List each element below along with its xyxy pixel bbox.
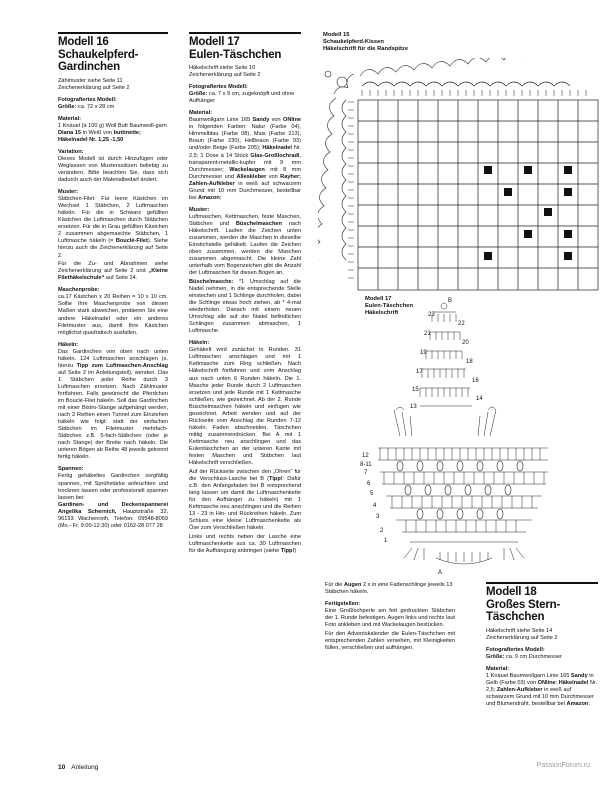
blocking-text: Fertig gehäkeltes Gardinchen sorgfältig spannen, mit Sprühstärke anfeuchten und trocknen lassen oder professionell spannen lassen bei: <box>58 473 168 501</box>
model-18-subtitle-1: Großes Stern- <box>486 598 561 611</box>
round-num: 5 <box>370 491 374 497</box>
m17-size-value: ca. 7 x 9 cm, zugeknöpft und ohne Aufhänger <box>189 91 295 105</box>
model-16-title: Modell 16 <box>58 36 109 48</box>
gauge-heading: Maschenprobe: <box>58 287 100 294</box>
round-num: 1 <box>384 538 388 544</box>
m18-material-text: 1 Knäuel Baumwollgarn Linie 165 Sandy in Gelb (Farbe 03) von ONline; Häkelnadel Nr. 2,5; Zahlen-Aufkleber in weiß auf schwarzem Grund mit 10 mm Durchmesser und Blumendraht, bestellbar bei Amazon; <box>486 672 598 707</box>
left-row-num: 13 <box>410 404 417 410</box>
m17-crochet-text: Gehäkelt wird zunächst in Runden. 31 Luftmaschen anschlagen und mit 1 Kettmasche zum Ring schließen. Nach Häkelschrift fortfahren und vom Anschlag aus nach unten 6 Runden häkeln. Die 1. Masche jeder Runde durch 2 Luftmaschen ersetzen und jede Runde mit 1 Kettmasche schließen, wie gezeichnet. Ab der 2. Runde Büschelmaschen häkeln und einfügen wie gezeichnet. Arbeit wenden und auf der Rückseite vom Anschlag die Runden 7-12 häkeln. Faden abschneiden. Täschchen mittig zusammendrücken. Bei A mit 1 Kettmasche neu anschlingen und das Eulentäschchen an der unteren Kante mit festen Maschen und Stäbchen laut Häkelschrift verschließen. <box>189 347 301 467</box>
model-17-title: Modell 17 <box>189 36 240 48</box>
model-18-heading <box>486 582 598 624</box>
right-row-num: 16 <box>472 378 479 384</box>
bobble-stitches <box>397 461 523 519</box>
m18-size-value: ca. 9 cm Durchmesser <box>505 653 562 660</box>
finishing-text: Eine Großlochperle am fett gedruckten Stäbchen der 1. Runde befestigen. Augen links und rechts laut Foto ankleben und mit Wackelaugen bestücken. <box>325 608 455 629</box>
filled-squares <box>484 166 572 260</box>
model-17-subtitle: Eulen-Täschchen <box>189 48 282 61</box>
eyes-text: Für die Augen 2 x in eine Fadenschlinge jeweils 13 Stäbchen häkeln. <box>325 582 453 596</box>
left-row-num: 17 <box>416 369 423 375</box>
m17-crochet-text-3: Links und rechts neben der Lasche eine Luftmaschenkette aus ca. 30 Luftmaschen für die Aufhängung anbringen (siehe Tipp!) <box>189 533 301 554</box>
watermark: PassionForum.ru <box>536 762 590 769</box>
model-16-subtitle-2: Gardinchen <box>58 61 120 73</box>
model-17-column: Modell 17 Eulen-Täschchen Häkelschrift siehe Seite 10 Zeichenerklärung auf Seite 2 Fotografiertes Modell: Größe: ca. 7 x 9 cm, zugeknöpft und ohne Aufhänger Material: Baumwollgarn Linie 165 Sandy von ONline in folgenden Farben: Natur (Farbe 04), Himmelblau (Farbe 08), Mais (Farbe 213), Braun (Farbe 230), Hellbraun (Farbe 93) und/oder Beige (Farbe 205); Häkelnadel Nr. 2,5; 1 Dose à 14 Stück Glas-Großlochradl, transparent-metallic-kupfer mit 9 mm Durchmesser; Wackelaugen mit 8 mm Durchmesser und Alleskleber von Rayher; Zahlen-Aufkleber in weiß auf schwarzem Grund mit 10 mm Durchmesser, bestellbar bei Amazon; Muster: Luftmaschen, Kettmaschen, feste Maschen, Stäbchen und Büschelmaschen nach Häkelschrift. Laufen die Zeichen unten zusammen, werden die Maschen in dieselbe Einstichstelle gehäkelt. Laufen die Zeichen oben zusammen, werden die Maschen zusammen abgemascht. Die kleine Zahl unterhalb vom Bogenzeichen gibt die Anzahl der Luftmaschen für diesen Bogen an. Büschelmasche: *1 Umschlag auf die Nadel nehmen, in die entsprechende Stelle einstechen und 1 Schlinge durchholen, dabei die Schlinge etwas hoch ziehen, ab * 4-mal wiederholen. Danach mit einem neuen Umschlag alle auf der Nadel befindlichen Schlingen zusammen abmaschen, 1 Luftmasche. Häkeln: Gehäkelt wird zunächst in Runden. 31 Luftmaschen anschlagen und mit 1 Kettmasche zum Ring schließen. Nach Häkelschrift fortfahren und vom Anschlag aus nach unten 6 Runden häkeln. Die 1. Masche jeder Runde durch 2 Luftmaschen ersetzen und jede Runde mit 1 Kettmasche schließen, wie gezeichnet. Ab der 2. Runde Büschelmaschen häkeln und einfügen wie gezeichnet. Arbeit wenden und auf der Rückseite vom Anschlag die Runden 7-12 häkeln. Faden abschneiden. Täschchen mittig zusammendrücken. Bei A mit 1 Kettmasche neu anschlingen und das Eulentäschchen an der unteren Kante mit festen Maschen und Stäbchen laut Häkelschrift verschließen. Auf der Rückseite zwischen den „Ohren“ für die Verschluss-Lasche bei B (Tipp!: Dafür z.B. den Anfangsfaden bei B entsprechend lang lassen um damit die Luftmaschenkette für den Aufhänger zu häkeln) mit 1 Kettmasche neu anschlingen und die Reihen 13 - 23 in Hin- und Rückreihen häkeln. Zum Schluss eine kleine Luftmaschenkette als Öse zum Verschließen häkeln. Links und rechts neben der Lasche eine Luftmaschenkette aus ca. 30 Luftmaschen für die Aufhängung anbringen (siehe Tipp!) <box>189 32 301 556</box>
model-15-diagram-label: Modell 15 Schaukelpferd-Kissen Häkelschrift für die Randspitze <box>323 32 409 52</box>
left-row-num: 23 <box>428 312 435 318</box>
model-18-title: Modell 18 <box>486 586 537 598</box>
advent-text: Für den Adventskalender die Eulen-Täschchen mit entsprechenden Zahlen versehen, mit Kleinigkeiten füllen, verschließen und aufhängen. <box>325 630 455 651</box>
right-row-num: 20 <box>462 340 469 346</box>
material-text: 1 Knäuel (à 100 g) Woll Butt Baumwoll-garn Diana 15 in Weiß von buttinette; Häkelnadel Nr. 1,25 -1,50 <box>58 122 167 143</box>
model-15-border-chart <box>318 58 600 298</box>
model-17-crochet-chart <box>340 296 600 581</box>
scalloped-edge <box>318 58 576 278</box>
right-row-num: 14 <box>476 396 483 402</box>
filet-grid <box>358 100 598 290</box>
page-number: 10 <box>58 764 66 771</box>
model-17-heading <box>189 32 301 61</box>
ref-zeichenerklaerung: Zeichenerklärung auf Seite 2 <box>58 84 130 91</box>
right-row-num: 22 <box>458 321 465 327</box>
size-value: ca. 72 x 28 cm <box>77 103 115 110</box>
section-name: Anleitung <box>71 764 99 771</box>
model-16-column: Modell 16 Schaukelpferd- Gardinchen Zählmuster siehe Seite 11 Zeichenerklärung auf Seite 2 Fotografiertes Modell: Größe: ca. 72 x 28 cm Material: 1 Knäuel (à 100 g) Woll Butt Baumwoll-garn Diana 15 in Weiß von buttinette; Häkelnadel Nr. 1,25 -1,50 Variation: Dieses Modell ist durch Hinzufügen oder Weglassen von Musterssätzen beliebig zu verändern. Bitte beachten Sie, dass sich dadurch auch der Materialbedarf ändert. Muster: Stäbchen-Filet: Für leere Kästchen im Wechsel 1 Stäbchen, 2 Luftmaschen häkeln. Für die in Schwarz gefüllten Kästchen die Luftmaschen durch Stäbchen ersetzen. Für die in Grau gefüllten Kästchen 2 zusammen abgemaschte Stäbchen, 1 Luftmasche häkeln (= Bouclé-Filet). Siehe hierzu auch die Zeichenerklärung auf Seite 2. Für die Zu- und Abnahmen siehe Zeichenerklärung auf Seite 2 und „Kleine Filethäkelschule“ auf Seite 24. Maschenprobe: ca.17 Kästchen x 20 Reihen = 10 x 10 cm. Sollte Ihre Maschenprobe von diesen Maßen stark abweichen, probieren Sie eine andere Häkelnadel oder ein anderes Filetmuster aus, damit Ihre Kästchen möglichst quadratisch ausfallen. Häkeln: Das Gardinchen von oben nach unten häkeln. 124 Luftmaschen anschlagen (s. hierzu Tipp zum Luftmaschen-Anschlag auf Seite 2 im Anleitungsteil), wenden. Das 1. Stäbchen jeder Reihe durch 3 Luftmaschen ersetzen. Nach Zählmuster fortfahren. Falls gewünscht die Pferdchen im Bouclé-Filet häkeln. Soll das Gardinchen mit einer Bistro-Stange aufgehängt werden, nach 2 Reihen einen Tunnel zum Einziehen häkeln wie folgt: statt der einfachen Stäbchen im Filetmuster mehrfach-Stäbchen z.B. 5-fach-Stäbchen (oder je nach Stange) der Breite nach häkeln. Die unteren Bögen ab Reihe 48 jeweils getrennt fertig häkeln. Spannen: Fertig gehäkeltes Gardinchen sorgfältig spannen, mit Sprühstärke anfeuchten und trocknen lassen oder professionell spannen lassen bei: Gardinen- und Deckenspannerei Angelika Schernich, Hauptstraße 32, 96193 Wachenroth, Telefon: 09548-8069 (Mo.- Fr. 9:00-12:30) oder 0162-28 077 28 <box>58 32 168 531</box>
m17-crochet-text-2: Auf der Rückseite zwischen den „Ohren“ für die Verschluss-Lasche bei B (Tipp!: Dafür z.B. den Anfangsfaden bei B entsprechend lang lassen um damit die Luftmaschenkette für den Aufhänger zu häkeln) mit 1 Kettmasche neu anschlingen und die Reihen 13 - 23 in Hin- und Rückreihen häkeln. Zum Schluss eine kleine Luftmaschenkette als Öse zum Verschließen häkeln. <box>189 468 301 532</box>
round-num: 4 <box>373 503 377 509</box>
round-num: 6 <box>367 481 371 487</box>
variation-heading: Variation: <box>58 148 84 155</box>
m17-material-text: Baumwollgarn Linie 165 Sandy von ONline in folgenden Farben: Natur (Farbe 04), Himmelblau (Farbe 08), Mais (Farbe 213), Braun (Farbe 230), Hellbraun (Farbe 93) und/oder Beige (Farbe 205); Häkelnadel Nr. 2,5; 1 Dose à 14 Stück Glas-Großlochradl, transparent-metallic-kupfer mit 9 mm Durchmesser; Wackelaugen mit 8 mm Durchmesser und Alleskleber von Rayher; Zahlen-Aufkleber in weiß auf schwarzem Grund mit 10 mm Durchmesser, bestellbar bei Amazon; <box>189 117 301 201</box>
finishing-heading: Fertigstellen: <box>325 601 361 608</box>
photo-model-heading: Fotografiertes Modell: <box>58 96 117 103</box>
m17-pattern-text: Luftmaschen, Kettmaschen, feste Maschen, Stäbchen und Büschelmaschen nach Häkelschrift. Laufen die Zeichen unten zusammen, werden die Maschen in dieselbe Einstichstelle gehäkelt. Laufen die Zeichen oben zusammen, werden die Maschen zusammen abgemascht. Die kleine Zahl unterhalb vom Bogenzeichen gibt die Anzahl der Luftmaschen für diesen Bogen an. <box>189 213 301 277</box>
ref-zaehlmuster: Zählmuster siehe Seite 11 <box>58 77 123 84</box>
flap-rows <box>420 303 472 406</box>
model-17-diagram-label: Modell 17 Eulen-Täschchen Häkelschrift <box>365 296 413 316</box>
model-16-subtitle-1: Schaukelpferd- <box>58 48 139 61</box>
round-num: 3 <box>376 514 380 520</box>
crochet-text: Das Gardinchen von oben nach unten häkeln. 124 Luftmaschen anschlagen (s. hierzu Tipp zum Luftmaschen-Anschlag auf Seite 2 im Anleitungsteil), wenden. Das 1. Stäbchen jeder Reihe durch 3 Luftmaschen ersetzen. Nach Zählmuster fortfahren. Falls gewünscht die Pferdchen im Bouclé-Filet häkeln. Soll das Gardinchen mit einer Bistro-Stange aufgehängt werden, nach 2 Reihen einen Tunnel zum Einziehen häkeln wie folgt: statt der einfachen Stäbchen im Filetmuster mehrfach-Stäbchen z.B. 5-fach-Stäbchen (oder je nach Stange) der Breite nach häkeln. Die unteren Bögen ab Reihe 48 jeweils getrennt fertig häkeln. <box>58 348 168 461</box>
chart-label-a: A <box>438 570 443 576</box>
material-heading: Material: <box>58 115 82 122</box>
round-num: 8-11 <box>360 462 372 468</box>
pattern-heading: Muster: <box>58 189 79 196</box>
left-row-num: 15 <box>412 387 419 393</box>
gauge-text: ca.17 Kästchen x 20 Reihen = 10 x 10 cm. Sollte Ihre Maschenprobe von diesen Maßen stark abweichen, probieren Sie eine andere Häkelnadel oder ein anderes Filetmuster aus, damit Ihre Kästchen möglichst quadratisch ausfallen. <box>58 294 168 336</box>
blocking-address: Gardinen- und Deckenspannerei Angelika Schernich, Hauptstraße 32, 96193 Wachenroth, Telefon: 09548-8069 (Mo.- Fr. 9:00-12:30) oder 0162-28 077 28 <box>58 501 168 529</box>
round-num: 12 <box>362 453 369 459</box>
round-num: 2 <box>380 528 384 534</box>
model-18-subtitle-2: Täschchen <box>486 611 545 623</box>
pattern-text-2: Für die Zu- und Abnahmen siehe Zeichenerklärung auf Seite 2 und „Kleine Filethäkelschule“ auf Seite 24. <box>58 261 168 282</box>
round-num: 7 <box>364 470 368 476</box>
ears <box>394 407 496 436</box>
right-row-num: 18 <box>466 359 473 365</box>
blocking-heading: Spannen: <box>58 466 84 473</box>
page-footer <box>58 764 98 771</box>
chart-label-b: B <box>448 298 453 304</box>
crochet-heading: Häkeln: <box>58 341 79 348</box>
left-row-num: 19 <box>420 350 427 356</box>
left-row-num: 21 <box>424 331 431 337</box>
model-17-continued <box>325 582 455 654</box>
pattern-text: Stäbchen-Filet: Für leere Kästchen im Wechsel 1 Stäbchen, 2 Luftmaschen häkeln. Für die in Schwarz gefüllten Kästchen die Luftmaschen durch Stäbchen ersetzen. Für die in Grau gefüllten Kästchen 2 zusammen abgemaschte Stäbchen, 1 Luftmasche häkeln (= Bouclé-Filet). Siehe hierzu auch die Zeichenerklärung auf Seite 2. <box>58 196 168 259</box>
model-16-heading <box>58 32 168 74</box>
base-shells <box>404 548 524 564</box>
variation-text: Dieses Modell ist durch Hinzufügen oder Weglassen von Musterssätzen beliebig zu verändern. Bitte beachten Sie, dass sich dadurch auch der Materialbedarf ändert. <box>58 155 168 184</box>
m17-bobble-text: Büschelmasche: *1 Umschlag auf die Nadel nehmen, in die entsprechende Stelle einstechen und 1 Schlinge durchholen, dabei die Schlinge etwas hoch ziehen, ab * 4-mal wiederholen. Danach mit einem neuen Umschlag alle auf der Nadel befindlichen Schlingen zusammen abmaschen, 1 Luftmasche. <box>189 278 301 335</box>
model-18-column: Modell 18 Großes Stern- Täschchen Häkelschrift siehe Seite 14 Zeichenerklärung auf Seite 2 Fotografiertes Modell: Größe: ca. 9 cm Durchmesser Material: 1 Knäuel Baumwollgarn Linie 165 Sandy in Gelb (Farbe 03) von ONline; Häkelnadel Nr. 2,5; Zahlen-Aufkleber in weiß auf schwarzem Grund mit 10 mm Durchmesser und Blumendraht, bestellbar bei Amazon; <box>486 582 598 710</box>
